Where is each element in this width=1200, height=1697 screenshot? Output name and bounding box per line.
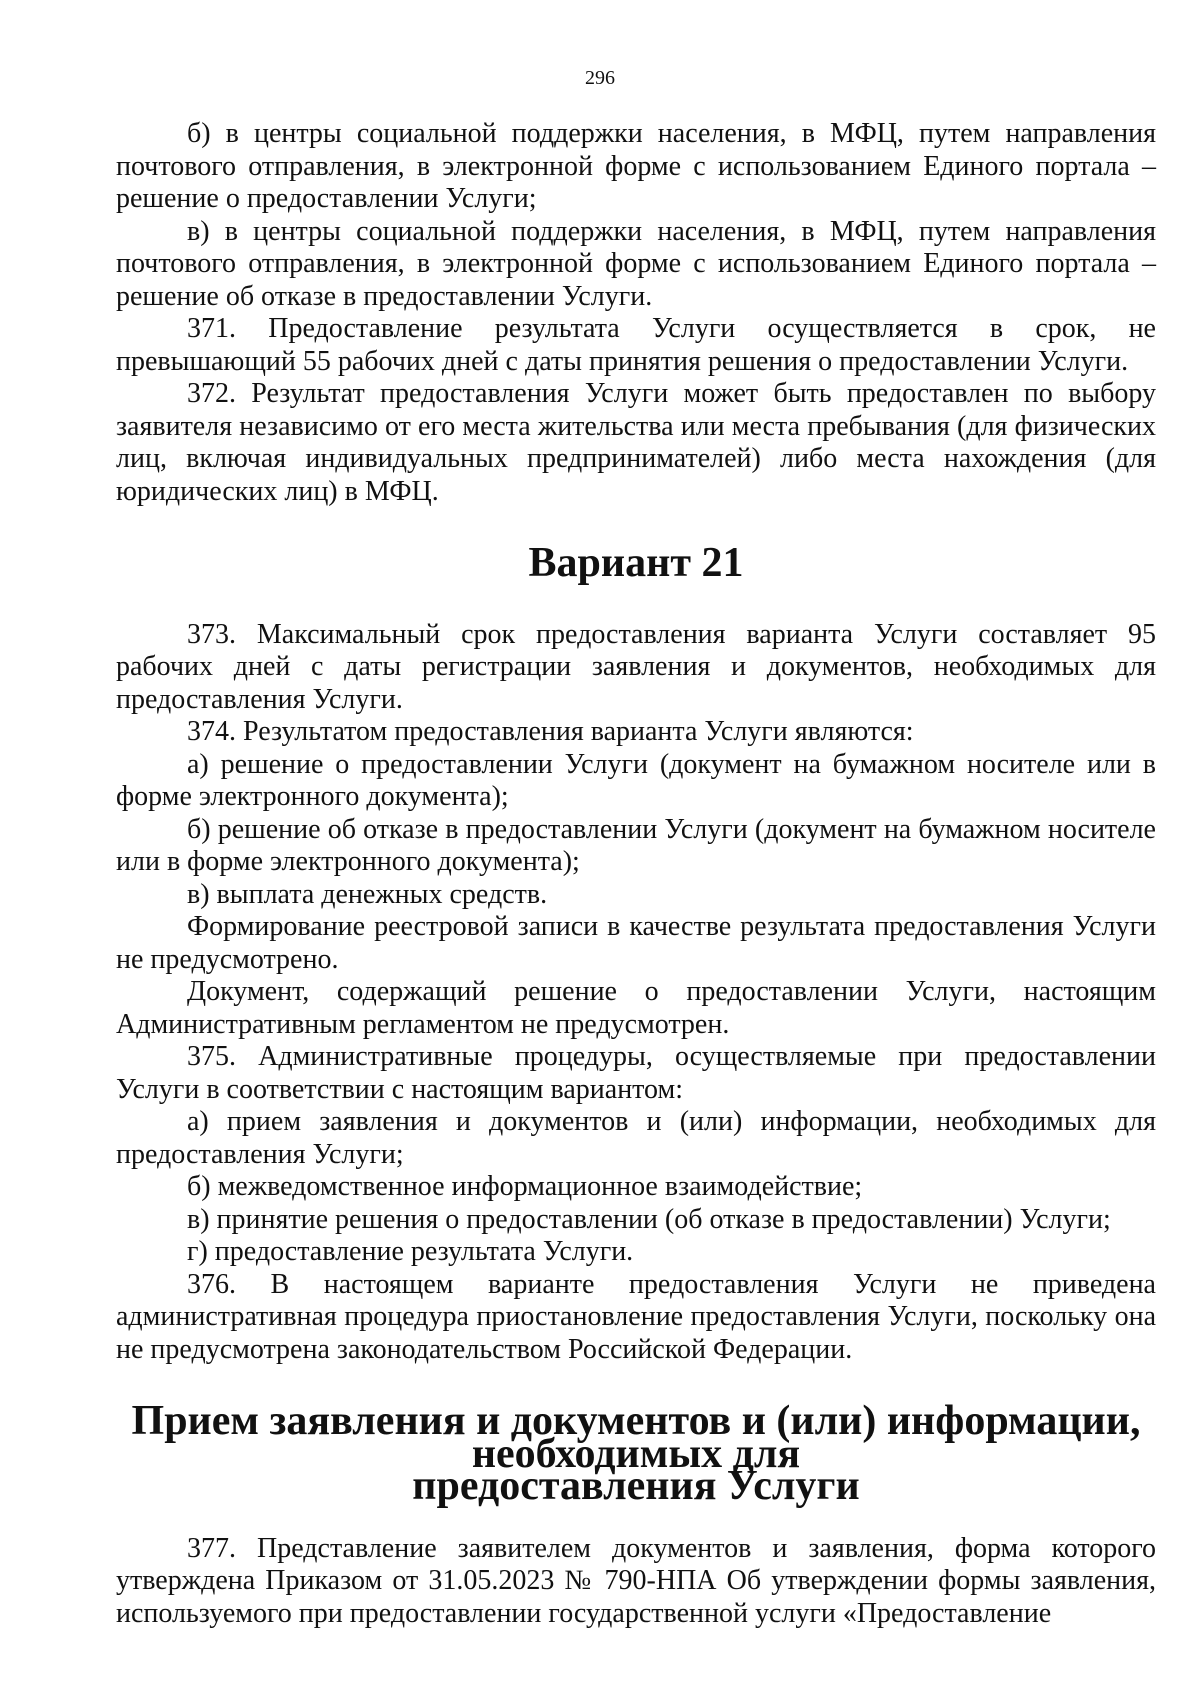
paragraph-377: 377. Представление заявителем документов и заявления, форма которого утверждена Приказом от 31.05.2023 № 790-НПА Об утверждении формы заявления, используемого при предоставлении государственной услуги «Предоставление	[116, 1532, 1156, 1629]
paragraph-registry-record: Формирование реестровой записи в качестве результата предоставления Услуги не предусмотрено.	[116, 911, 1156, 975]
heading-application-intake-line1: Прием заявления и документов и (или) информации, необходимых для	[131, 1398, 1141, 1477]
paragraph-374-b: б) решение об отказе в предоставлении Услуги (документ на бумажном носителе или в форме электронного документа);	[116, 813, 1156, 877]
paragraph-375-a: а) прием заявления и документов и (или) информации, необходимых для предоставления Услуги;	[116, 1106, 1156, 1170]
paragraph-376: 376. В настоящем варианте предоставления Услуги не приведена административная процедура приостановление предоставления Услуги, поскольку она не предусмотрена законодательством Российской Федерации.	[116, 1268, 1156, 1365]
page-number: 296	[585, 67, 615, 89]
document-body	[116, 118, 1156, 1630]
paragraph-374: 374. Результатом предоставления варианта Услуги являются:	[187, 716, 914, 747]
paragraph-371: 371. Предоставление результата Услуги осуществляется в срок, не превышающий 55 рабочих дней с даты принятия решения о предоставлении Услуги.	[116, 313, 1156, 377]
paragraph-decision-document: Документ, содержащий решение о предоставлении Услуги, настоящим Административным регламентом не предусмотрен.	[116, 976, 1156, 1040]
heading-variant-21: Вариант 21	[528, 540, 744, 586]
heading-application-intake-line2: предоставления Услуги	[412, 1463, 860, 1509]
paragraph-v-centers-refusal: в) в центры социальной поддержки населения, в МФЦ, путем направления почтового отправления, в электронной форме с использованием Единого портала – решение об отказе в предоставлении Услуги.	[116, 215, 1156, 312]
paragraph-374-v: в) выплата денежных средств.	[187, 878, 548, 910]
paragraph-373: 373. Максимальный срок предоставления варианта Услуги составляет 95 рабочих дней с даты регистрации заявления и документов, необходимых для предоставления Услуги.	[116, 618, 1156, 715]
paragraph-b-centers-decision: б) в центры социальной поддержки населения, в МФЦ, путем направления почтового отправления, в электронной форме с использованием Единого портала – решение о предоставлении Услуги;	[116, 118, 1156, 214]
paragraph-375-b: б) межведомственное информационное взаимодействие;	[187, 1171, 863, 1202]
paragraph-375-v: в) принятие решения о предоставлении (об отказе в предоставлении) Услуги;	[187, 1203, 1111, 1235]
paragraph-375-g: г) предоставление результата Услуги.	[187, 1236, 634, 1267]
heading-application-intake	[116, 1398, 1156, 1509]
paragraph-375: 375. Административные процедуры, осуществляемые при предоставлении Услуги в соответствии с настоящим вариантом:	[116, 1041, 1156, 1105]
paragraph-372: 372. Результат предоставления Услуги может быть предоставлен по выбору заявителя независимо от его места жительства или места пребывания (для физических лиц, включая индивидуальных предпринимателей) либо места нахождения (для юридических лиц) в МФЦ.	[116, 378, 1156, 507]
paragraph-374-a: а) решение о предоставлении Услуги (документ на бумажном носителе или в форме электронного документа);	[116, 748, 1156, 812]
